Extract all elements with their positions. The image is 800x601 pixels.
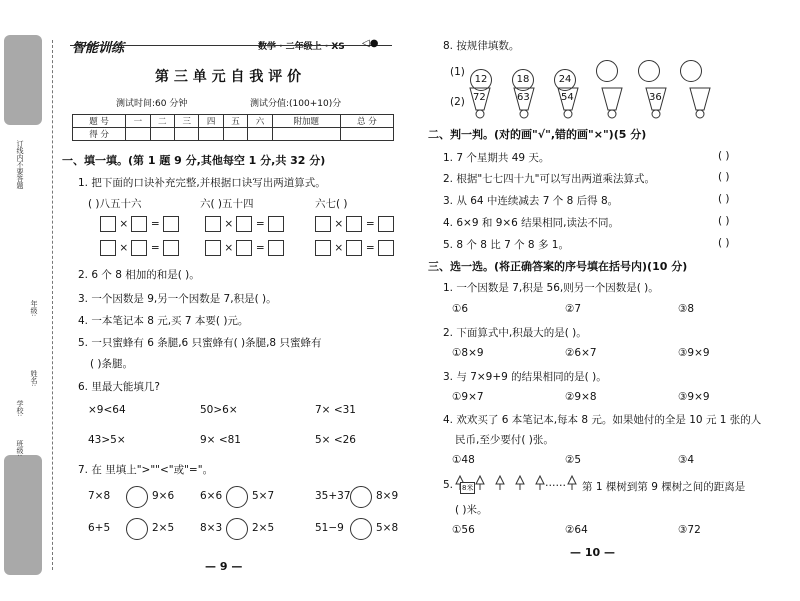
sun-number: 12 xyxy=(470,69,492,91)
side-notes: 订线内不要答题 xyxy=(16,140,24,189)
q7-r2-l1: 6+5 xyxy=(88,522,111,534)
score-input[interactable] xyxy=(175,128,199,141)
q6-item-4: 43>5× xyxy=(88,434,126,446)
header-rule xyxy=(70,45,392,46)
compare-circle[interactable] xyxy=(126,486,148,508)
side-grade: 年级: xyxy=(30,300,38,317)
page-number-left: — 9 — xyxy=(205,560,243,573)
choice-4-line1: 4. 欢欢买了 6 本笔记本,每本 8 元。如果她付的全是 10 元 1 张的人 xyxy=(443,414,762,426)
choice-1-opt[interactable]: ①6 xyxy=(452,303,469,315)
choice-2-opt[interactable]: ①8×9 xyxy=(452,347,484,359)
choice-1: 1. 一个因数是 7,积是 56,则另一个因数是( )。 xyxy=(443,282,659,294)
choice-5-num: 5. xyxy=(443,479,454,491)
score-input[interactable] xyxy=(340,128,393,141)
question-7: 7. 在 里填上">""<"或"="。 xyxy=(78,464,214,476)
q7-r1-r2: 5×7 xyxy=(252,490,275,502)
sun-blank[interactable] xyxy=(680,60,702,82)
choice-2-opt[interactable]: ③9×9 xyxy=(678,347,710,359)
question-2: 2. 6 个 8 相加的和是( )。 xyxy=(78,269,200,281)
judge-answer[interactable]: ( ) xyxy=(718,171,730,183)
score-input[interactable] xyxy=(248,128,272,141)
side-name: 姓名: xyxy=(30,370,38,387)
judge-answer[interactable]: ( ) xyxy=(718,150,730,162)
choice-3-opt[interactable]: ③9×9 xyxy=(678,391,710,403)
score-input[interactable] xyxy=(126,128,150,141)
question-8: 8. 按规律填数。 xyxy=(443,40,520,52)
tree-distance-label: 8米 xyxy=(462,484,474,492)
score-cell: 题 号 xyxy=(73,115,126,128)
q1-formula-c1[interactable]: × = xyxy=(315,216,394,232)
tree-icon xyxy=(536,476,544,490)
judge-1: 1. 7 个星期共 49 天。 xyxy=(443,152,550,164)
choice-4-opt[interactable]: ②5 xyxy=(565,454,582,466)
sun-number: 18 xyxy=(512,69,534,91)
test-time: 测试时间:60 分钟 xyxy=(116,99,188,109)
q6-item-3: 7× <31 xyxy=(315,404,356,416)
score-cell: 得 分 xyxy=(73,128,126,141)
side-school: 学校: xyxy=(16,400,24,417)
q1-formula-c2[interactable]: × = xyxy=(315,240,394,256)
tree-icon xyxy=(476,476,484,490)
shuttle-number: 36 xyxy=(649,92,662,103)
q7-r1-l3: 35+37 xyxy=(315,490,351,502)
score-cell: 三 xyxy=(175,115,199,128)
choice-1-opt[interactable]: ③8 xyxy=(678,303,695,315)
strip-gray-top xyxy=(4,35,42,125)
choice-5-line1: 第 1 棵树到第 9 棵树之间的距离是 xyxy=(582,481,746,493)
brand-title: 智能训练 xyxy=(72,41,125,56)
score-input[interactable] xyxy=(150,128,174,141)
compare-circle[interactable] xyxy=(350,486,372,508)
choice-3-opt[interactable]: ①9×7 xyxy=(452,391,484,403)
section-1-title: 一、填一填。(第 1 题 9 分,其他每空 1 分,共 32 分) xyxy=(62,154,326,167)
tree-icon xyxy=(567,474,579,494)
choice-2: 2. 下面算式中,积最大的是( )。 xyxy=(443,327,587,339)
choice-4-line2: 民币,至少要付( )张。 xyxy=(455,434,554,446)
page-number-right: — 10 — xyxy=(570,546,615,559)
compare-circle[interactable] xyxy=(126,518,148,540)
score-cell: 五 xyxy=(223,115,247,128)
q7-r2-l2: 8×3 xyxy=(200,522,223,534)
choice-2-opt[interactable]: ②6×7 xyxy=(565,347,597,359)
compare-circle[interactable] xyxy=(226,486,248,508)
question-6: 6. 里最大能填几? xyxy=(78,381,160,393)
sun-blank[interactable] xyxy=(638,60,660,82)
test-score-value: 测试分值:(100+10)分 xyxy=(250,99,342,109)
q1-formula-b1[interactable]: × = xyxy=(205,216,284,232)
score-cell: 附加题 xyxy=(272,115,340,128)
score-input[interactable] xyxy=(223,128,247,141)
judge-answer[interactable]: ( ) xyxy=(718,215,730,227)
choice-4-opt[interactable]: ①48 xyxy=(452,454,475,466)
section-3-title: 三、选一选。(将正确答案的序号填在括号内)(10 分) xyxy=(428,260,688,273)
score-input[interactable] xyxy=(199,128,223,141)
shuttle-number: 54 xyxy=(561,92,574,103)
sun-number: 24 xyxy=(554,69,576,91)
tree-icon xyxy=(496,476,504,490)
q1-item-1: ( )八五十六 xyxy=(88,198,142,210)
choice-3-opt[interactable]: ②9×8 xyxy=(565,391,597,403)
q7-r2-r3: 5×8 xyxy=(376,522,399,534)
q7-r1-l1: 7×8 xyxy=(88,490,111,502)
q8-row2-label: (2) xyxy=(450,96,465,108)
q1-item-3: 六七( ) xyxy=(315,198,348,210)
side-class: 班级: xyxy=(16,440,24,457)
q6-item-2: 50>6× xyxy=(200,404,238,416)
score-value-row xyxy=(73,128,394,141)
choice-5-line2: ( )米。 xyxy=(455,504,488,516)
score-cell: 四 xyxy=(199,115,223,128)
shuttle-number: 63 xyxy=(517,92,530,103)
q1-formula-a1[interactable]: × = xyxy=(100,216,179,232)
judge-answer[interactable]: ( ) xyxy=(718,193,730,205)
q7-r2-r2: 2×5 xyxy=(252,522,275,534)
q7-r2-l3: 51−9 xyxy=(315,522,344,534)
score-cell: 总 分 xyxy=(340,115,393,128)
score-table xyxy=(72,114,394,141)
choice-1-opt[interactable]: ②7 xyxy=(565,303,582,315)
q8-row1-label: (1) xyxy=(450,66,465,78)
q6-item-6: 5× <26 xyxy=(315,434,356,446)
score-input[interactable] xyxy=(272,128,340,141)
question-1: 1. 把下面的口诀补充完整,并根据口诀写出两道算式。 xyxy=(78,177,326,189)
choice-5-opt[interactable]: ③72 xyxy=(678,524,701,536)
question-5-line1: 5. 一只蜜蜂有 6 条腿,6 只蜜蜂有( )条腿,8 只蜜蜂有 xyxy=(78,337,322,349)
judge-2: 2. 根据"七七四十九"可以写出两道乘法算式。 xyxy=(443,173,656,185)
judge-4: 4. 6×9 和 9×6 结果相同,读法不同。 xyxy=(443,217,620,229)
page-title: 第 三 单 元 自 我 评 价 xyxy=(155,69,302,85)
q1-formula-a2[interactable]: × = xyxy=(100,240,179,256)
shuttlecock-icon xyxy=(602,88,622,118)
choice-3: 3. 与 7×9+9 的结果相同的是( )。 xyxy=(443,371,607,383)
score-header-row xyxy=(73,115,394,128)
tree-icon xyxy=(516,476,524,490)
q6-item-5: 9× <81 xyxy=(200,434,241,446)
score-cell: 二 xyxy=(150,115,174,128)
judge-3: 3. 从 64 中连续减去 7 个 8 后得 8。 xyxy=(443,195,619,207)
shuttlecock-icon xyxy=(690,88,710,118)
q6-item-1: ×9<64 xyxy=(88,404,126,416)
judge-5: 5. 8 个 8 比 7 个 8 多 1。 xyxy=(443,239,569,251)
shuttle-number: 72 xyxy=(473,92,486,103)
compare-circle[interactable] xyxy=(350,518,372,540)
section-2-title: 二、判一判。(对的画"√",错的画"×")(5 分) xyxy=(428,128,647,141)
question-3: 3. 一个因数是 9,另一个因数是 7,积是( )。 xyxy=(78,293,277,305)
fish-icon: ◁● xyxy=(362,38,379,49)
binding-strip xyxy=(0,0,50,601)
choice-5-opt[interactable]: ②64 xyxy=(565,524,588,536)
question-4: 4. 一本笔记本 8 元,买 7 本要( )元。 xyxy=(78,315,249,327)
choice-5-opt[interactable]: ①56 xyxy=(452,524,475,536)
q7-r1-r3: 8×9 xyxy=(376,490,399,502)
judge-answer[interactable]: ( ) xyxy=(718,237,730,249)
choice-4-opt[interactable]: ③4 xyxy=(678,454,695,466)
question-5-line2: ( )条腿。 xyxy=(90,358,134,370)
sun-blank[interactable] xyxy=(596,60,618,82)
shuttlecock-row xyxy=(468,86,728,120)
q1-formula-b2[interactable]: × = xyxy=(205,240,284,256)
q1-item-2: 六( )五十四 xyxy=(200,198,254,210)
choice-5-ellipsis: …… xyxy=(545,477,566,489)
score-cell: 一 xyxy=(126,115,150,128)
subject-label: 数学 · 二年级上 · XS xyxy=(258,42,345,52)
fold-line xyxy=(52,40,53,570)
compare-circle[interactable] xyxy=(226,518,248,540)
score-cell: 六 xyxy=(248,115,272,128)
q7-r1-r1: 9×6 xyxy=(152,490,175,502)
q7-r1-l2: 6×6 xyxy=(200,490,223,502)
q7-r2-r1: 2×5 xyxy=(152,522,175,534)
